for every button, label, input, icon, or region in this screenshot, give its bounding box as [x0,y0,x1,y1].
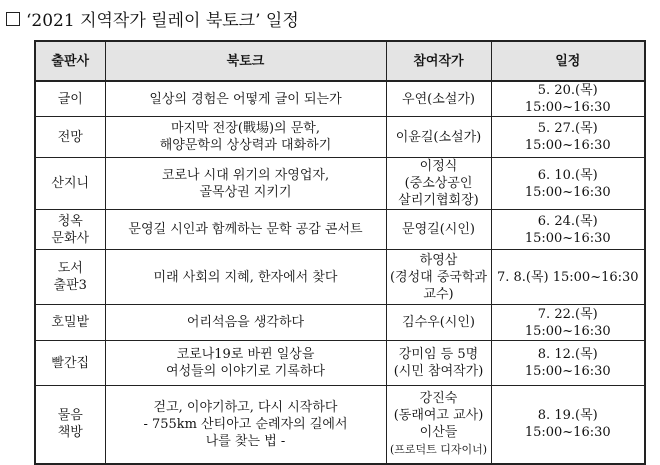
booktalk-cell-line: 코로나 시대 위기의 자영업자, [161,167,330,183]
author-cell-line: 이윤길(소설가) [395,129,482,145]
booktalk-cell [105,117,386,158]
booktalk-cell-line: 일상의 경험은 어떻게 글이 되는가 [149,91,342,107]
header-schedule: 일정 [491,41,645,81]
schedule-cell: 6. 10.(목) 15:00~16:30 [491,158,645,210]
booktalk-cell [105,250,386,305]
author-cell-line: (프로덕트 디자이너) [389,443,488,457]
title-text: ‘2021 지역작가 릴레이 북토크’ 일정 [26,11,299,31]
table-row [35,250,645,305]
publisher-cell [35,250,105,305]
publisher-cell-line: 청옥 [57,213,83,229]
schedule-cell: 7. 8.(목) 15:00~16:30 [491,250,645,305]
author-cell [386,210,491,250]
author-cell-line: (시민 참여작가) [393,364,484,379]
publisher-cell-line: 산지니 [51,176,90,191]
author-cell-line: 이산들 [419,425,458,441]
booktalk-cell-line: 코로나19로 바뀐 일상을 [176,347,315,362]
booktalk-cell [105,305,386,341]
author-cell-line: (중소상공인 [404,176,473,191]
author-cell-line: 살리기협회장) [398,193,479,208]
publisher-cell-line: 호밀밭 [51,315,90,330]
schedule-cell: 7. 22.(목) 15:00~16:30 [491,305,645,341]
booktalk-cell-line: 여성들의 이야기로 기록하다 [166,364,325,379]
table-row [35,341,645,386]
author-cell-line: 이정식 [419,159,458,174]
booktalk-cell-line: 어리석음을 생각하다 [186,315,305,330]
booktalk-cell-line: 골목상권 지키기 [199,184,292,200]
header-publisher: 출판사 [35,41,105,81]
author-cell-line: 하영삼 [419,252,458,268]
booktalk-cell-line: 미래 사회의 지혜, 한자에서 찾다 [153,269,338,285]
booktalk-cell-line: 나를 찾는 법 - [205,433,286,449]
document-title [6,6,299,31]
schedule-cell: 5. 27.(목) 15:00~16:30 [491,117,645,158]
table-row [35,210,645,250]
author-cell-line: 강진숙 [419,391,458,407]
publisher-cell-line: 문화사 [51,230,90,246]
publisher-cell [35,81,105,117]
table-row [35,158,645,210]
author-cell-line: 강미임 등 5명 [398,347,479,362]
header-row [35,41,645,81]
booktalk-cell [105,341,386,386]
publisher-cell-line: 출판3 [53,278,87,293]
publisher-cell-line: 물음 [57,408,83,424]
schedule-cell: 8. 12.(목) 15:00~16:30 [491,341,645,386]
header-booktalk: 북토크 [105,41,386,81]
publisher-cell-line: 책방 [57,425,83,441]
author-cell [386,158,491,210]
author-cell [386,81,491,117]
publisher-cell [35,158,105,210]
table-row [35,305,645,341]
author-cell [386,250,491,305]
author-cell [386,117,491,158]
square-bullet-icon [6,12,20,26]
booktalk-cell-line: 문영길 시인과 함께하는 문학 공감 콘서트 [128,222,363,237]
publisher-cell-line: 전망 [57,129,83,145]
booktalk-cell [105,158,386,210]
publisher-cell [35,341,105,386]
author-cell [386,341,491,386]
author-cell-line: (경성대 중국학과 [389,269,488,285]
booktalk-cell-line: - 755km 산티아고 순례자의 길에서 [143,416,348,432]
header-author: 참여작가 [386,41,491,81]
schedule-cell: 6. 24.(목) 15:00~16:30 [491,210,645,250]
author-cell-line: 문영길(시인) [402,222,475,237]
booktalk-cell-line: 마지막 전장(戰場)의 문학, [170,121,320,136]
table-row [35,81,645,117]
schedule-cell: 8. 19.(목) 15:00~16:30 [491,386,645,464]
publisher-cell [35,305,105,341]
publisher-cell [35,117,105,158]
schedule-table [34,40,646,465]
author-cell-line: 교수) [423,286,454,302]
booktalk-cell-line: 해양문학의 상상력과 대화하기 [159,138,332,153]
publisher-cell-line: 빨간집 [51,355,90,371]
author-cell-line: 우연(소설가) [402,91,475,107]
author-cell [386,305,491,341]
publisher-cell-line: 도서 [57,261,83,276]
schedule-cell: 5. 20.(목) 15:00~16:30 [491,81,645,117]
author-cell-line: 김수우(시인) [402,315,475,330]
table-row [35,117,645,158]
booktalk-cell [105,210,386,250]
publisher-cell-line: 글이 [57,91,83,107]
author-cell-line: (동래여고 교사) [393,408,484,424]
booktalk-cell [105,81,386,117]
booktalk-cell-line: 걷고, 이야기하고, 다시 시작하다 [153,399,338,415]
publisher-cell [35,210,105,250]
